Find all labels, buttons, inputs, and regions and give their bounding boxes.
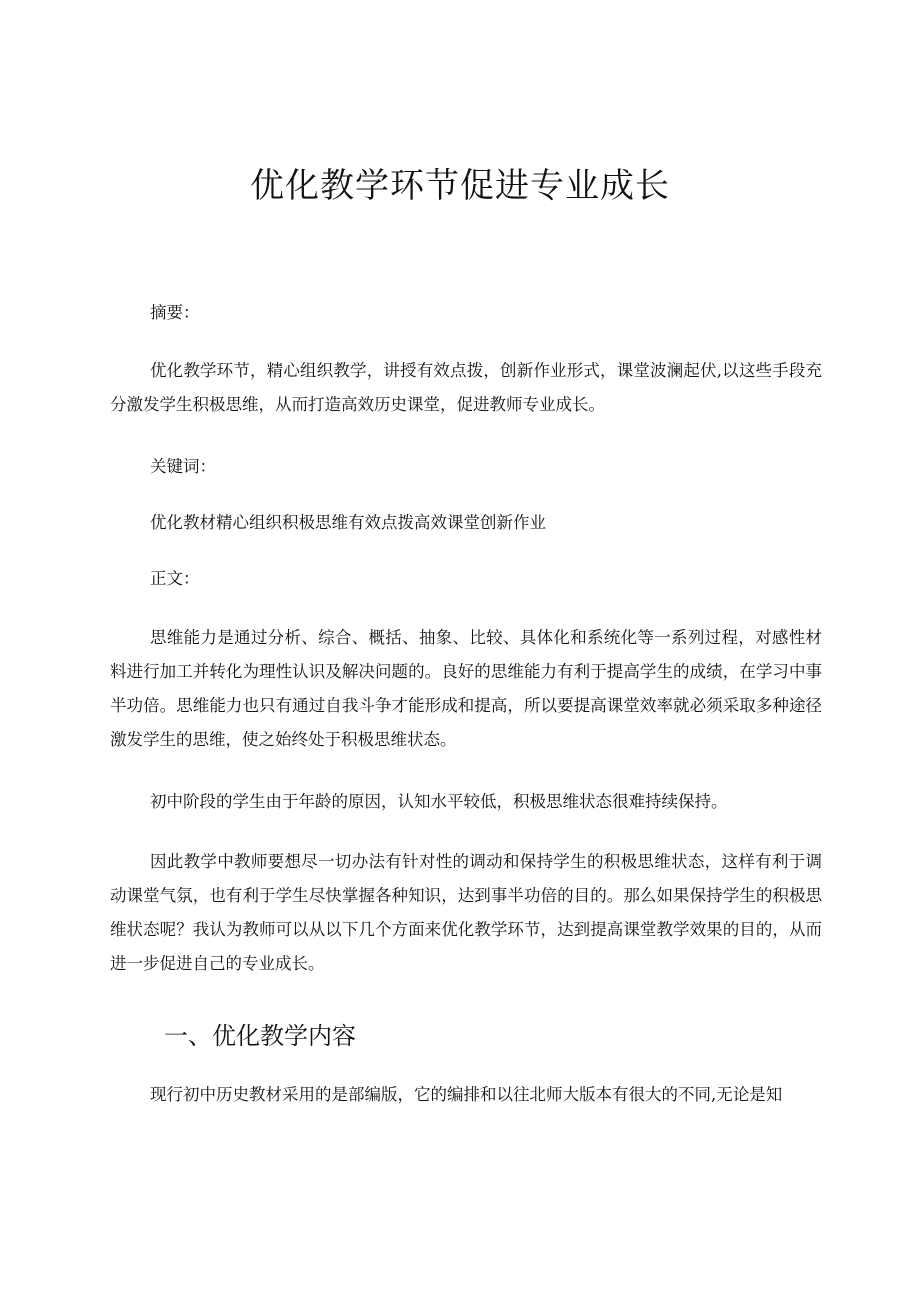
section-heading: 一、优化教学内容 [164, 1022, 356, 1050]
body-paragraph-1: 思维能力是通过分析、综合、概括、抽象、比较、具体化和系统化等一系列过程，对感性材料进行加工并转化为理性认识及解决问题的。良好的思维能力有利于提高学生的成绩，在学习中事半功倍。思维能力也只有通过自我斗争才能形成和提高，所以要提高课堂效率就必须采取多种途径激发学生的思维，使之始终处于积极思维状态。 [110, 628, 822, 749]
abstract-text: 优化教学环节，精心组织教学，讲授有效点拨，创新作业形式，课堂波澜起伏,以这些手段充分激发学生积极思维，从而打造高效历史课堂，促进教师专业成长。 [110, 361, 822, 414]
section-paragraph: 现行初中历史教材采用的是部编版，它的编排和以往北师大版本有很大的不同,无论是知 [150, 1085, 783, 1104]
document-title: 优化教学环节促进专业成长 [250, 166, 670, 206]
body-label: 正文： [150, 569, 200, 588]
keywords-label: 关键词： [150, 457, 216, 476]
abstract-label: 摘要： [150, 303, 200, 322]
keywords-text: 优化教材精心组织积极思维有效点拨高效课堂创新作业 [150, 513, 546, 532]
body-paragraph-3: 因此教学中教师要想尽一切办法有针对性的调动和保持学生的积极思维状态，这样有利于调动课堂气氛，也有利于学生尽快掌握各种知识，达到事半功倍的目的。那么如果保持学生的积极思维状态呢？我认为教师可以从以下几个方面来优化教学环节，达到提高课堂教学效果的目的，从而进一步促进自己的专业成长。 [110, 852, 822, 973]
body-paragraph-2: 初中阶段的学生由于年龄的原因，认知水平较低，积极思维状态很难持续保持。 [150, 792, 728, 811]
